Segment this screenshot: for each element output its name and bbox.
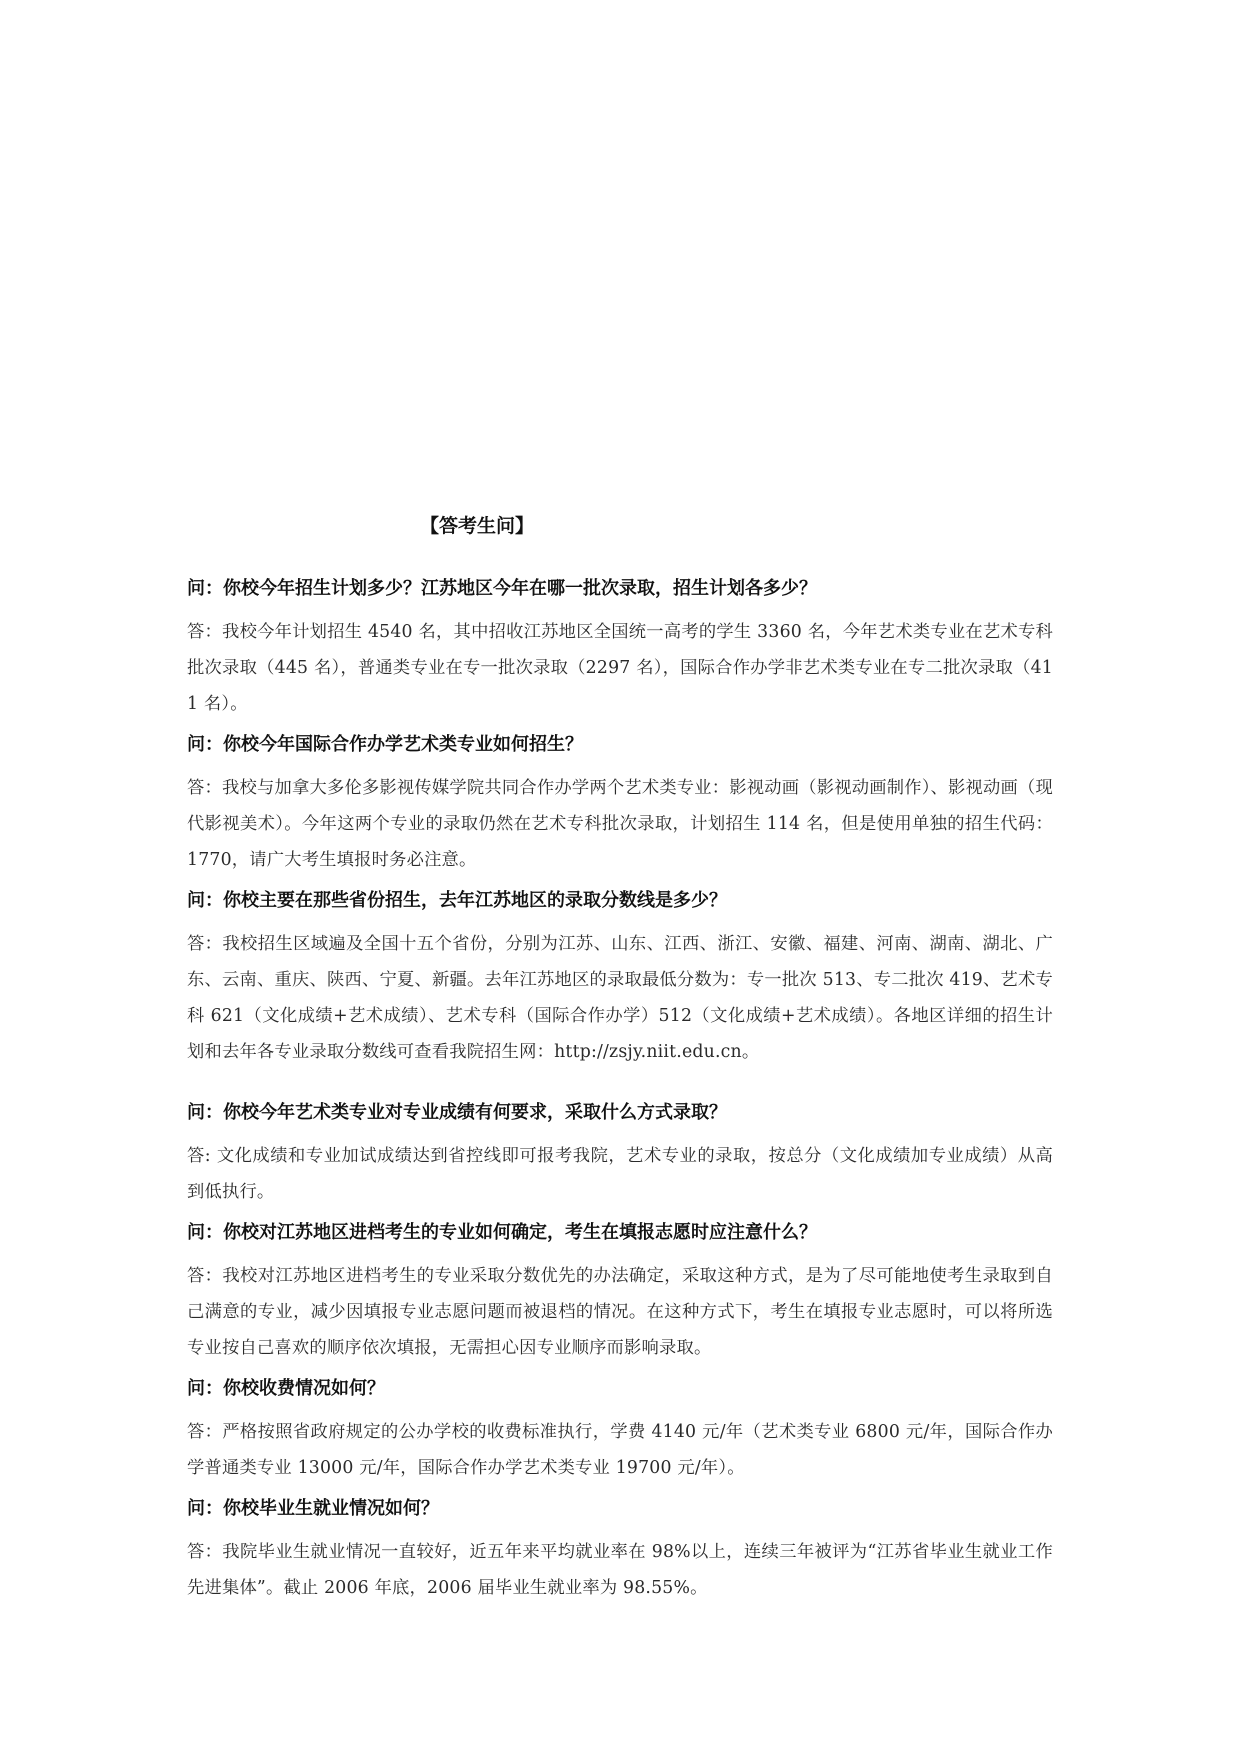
answer-text: 答: 文化成绩和专业加试成绩达到省控线即可报考我院，艺术专业的录取，按总分（文化成绩加专业成绩）从高到低执行。 bbox=[187, 1146, 1053, 1202]
question-text: 问：你校今年国际合作办学艺术类专业如何招生？ bbox=[187, 734, 583, 755]
answer-text: 答：我校招生区域遍及全国十五个省份，分别为江苏、山东、江西、浙江、安徽、福建、河南、湖南、湖北、广东、云南、重庆、陕西、宁夏、新疆。去年江苏地区的录取最低分数为：专一批次 513、专二批次 419、艺术专科 621（文化成绩+艺术成绩）、艺术专科（国际合作办学）512（文化成绩+艺术成绩）。各地区详细的招生计划和去年各专业录取分数线可查看我院招生网：http://zsjy.niit.edu.cn。 bbox=[187, 934, 1053, 1062]
question-text: 问：你校对江苏地区进档考生的专业如何确定，考生在填报志愿时应注意什么？ bbox=[187, 1222, 817, 1243]
qa-item-employment bbox=[187, 1494, 1053, 1606]
qa-list bbox=[187, 574, 1053, 1614]
qa-item-intl-art bbox=[187, 730, 1053, 878]
answer-text: 答：我校对江苏地区进档考生的专业采取分数优先的办法确定，采取这种方式，是为了尽可能地使考生录取到自己满意的专业，减少因填报专业志愿问题而被退档的情况。在这种方式下，考生在填报专业志愿时，可以将所选专业按自己喜欢的顺序依次填报，无需担心因专业顺序而影响录取。 bbox=[187, 1266, 1053, 1358]
answer-text: 答：严格按照省政府规定的公办学校的收费标准执行，学费 4140 元/年（艺术类专业 6800 元/年，国际合作办学普通类专业 13000 元/年，国际合作办学艺术类专业 19700 元/年）。 bbox=[187, 1422, 1053, 1478]
qa-item-plan bbox=[187, 574, 1053, 722]
question-text: 问：你校收费情况如何？ bbox=[187, 1378, 385, 1399]
question-text: 问：你校主要在那些省份招生，去年江苏地区的录取分数线是多少？ bbox=[187, 890, 727, 911]
question-text: 问：你校今年艺术类专业对专业成绩有何要求，采取什么方式录取？ bbox=[187, 1102, 727, 1123]
document-title: 【答考生问】 bbox=[419, 515, 534, 537]
question-text: 问：你校毕业生就业情况如何？ bbox=[187, 1498, 439, 1519]
answer-text: 答：我校今年计划招生 4540 名，其中招收江苏地区全国统一高考的学生 3360 名，今年艺术类专业在艺术专科批次录取（445 名），普通类专业在专一批次录取（2297 名），国际合作办学非艺术类专业在专二批次录取（411 名）。 bbox=[187, 622, 1053, 714]
answer-text: 答：我校与加拿大多伦多影视传媒学院共同合作办学两个艺术类专业：影视动画（影视动画制作）、影视动画（现代影视美术）。今年这两个专业的录取仍然在艺术专科批次录取，计划招生 114 名，但是使用单独的招生代码：1770，请广大考生填报时务必注意。 bbox=[187, 778, 1053, 870]
qa-item-art-requirements bbox=[187, 1098, 1053, 1210]
answer-text: 答：我院毕业生就业情况一直较好，近五年来平均就业率在 98%以上，连续三年被评为“江苏省毕业生就业工作先进集体”。截止 2006 年底，2006 届毕业生就业率为 98.55%。 bbox=[187, 1542, 1053, 1598]
question-text: 问：你校今年招生计划多少？江苏地区今年在哪一批次录取，招生计划各多少？ bbox=[187, 578, 817, 599]
qa-item-major-assignment bbox=[187, 1218, 1053, 1366]
qa-item-fees bbox=[187, 1374, 1053, 1486]
qa-item-provinces bbox=[187, 886, 1053, 1070]
